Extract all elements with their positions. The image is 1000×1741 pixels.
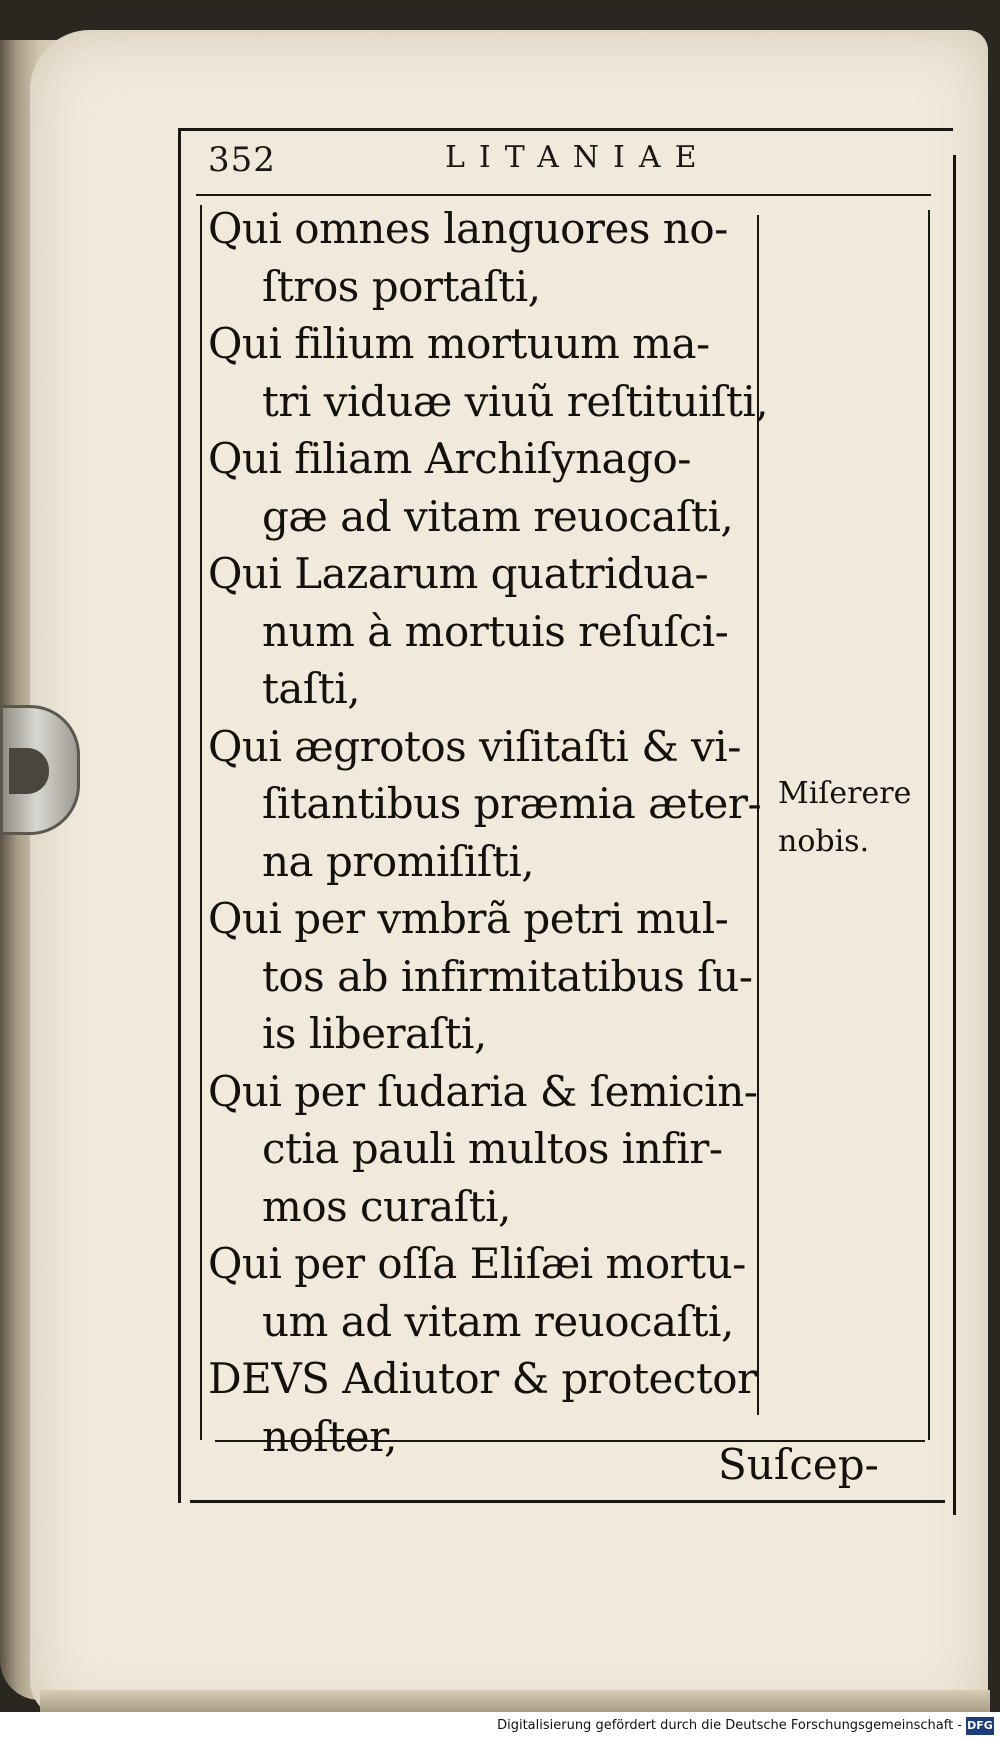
- litany-response: [778, 770, 911, 866]
- header-rule: [196, 194, 931, 196]
- litany-petitions: [200, 200, 769, 1465]
- petition-first-line: Qui filium mortuum ma-: [208, 319, 710, 368]
- petition-continuation-line: num à mortuis reſuſci-: [262, 606, 729, 656]
- petition-first-line: Qui Lazarum quatridua-: [208, 549, 709, 598]
- petition-continuation-line: tri viduæ viuũ reſtituiſti,: [262, 376, 769, 426]
- page-bottom-edge: [40, 1690, 990, 1712]
- petition-first-line: Qui filiam Archiſynago-: [208, 434, 691, 483]
- petition-continuation-line: is liberaſti,: [262, 1009, 487, 1058]
- page-number: 352: [208, 140, 276, 180]
- petition-continuation-line: ſitantibus præmia æter-: [262, 779, 762, 828]
- petition-first-line: Qui per ſudaria & ſemicin-: [208, 1066, 758, 1116]
- frame-right-rule: [953, 155, 956, 1515]
- funding-credit: Digitalisierung gefördert durch die Deutsche Forschungsgemeinschaft -: [497, 1718, 962, 1733]
- petition-continuation-line: na promiſiſti,: [262, 836, 535, 886]
- petition-continuation-line: taſti,: [262, 664, 361, 713]
- petition-continuation-line: gæ ad vitam reuocaſti,: [262, 491, 734, 541]
- petition-continuation-line: noſter,: [262, 1411, 397, 1461]
- running-head: LITANIAE: [445, 140, 711, 175]
- petition-first-line: Qui per vmbrã petri mul-: [208, 894, 729, 943]
- response-line-1: Miſerere: [778, 776, 912, 811]
- petition-continuation-line: ctia pauli multos infir-: [262, 1124, 723, 1173]
- dfg-logo: DFG: [966, 1717, 994, 1735]
- petition-first-line: Qui per oſſa Eliſæi mortu-: [208, 1239, 746, 1288]
- petition-continuation-line: tos ab infirmitatibus ſu-: [262, 951, 753, 1001]
- digitization-footer: [0, 1712, 1000, 1741]
- column-right-rule: [928, 210, 930, 1440]
- catchword: Suſcep-: [718, 1440, 879, 1489]
- frame-bottom-rule: [190, 1500, 945, 1503]
- petition-continuation-line: ſtros portaſti,: [262, 261, 541, 311]
- petition-continuation-line: mos curaſti,: [262, 1181, 511, 1231]
- petition-first-line: DEVS Adiutor & protector: [208, 1354, 757, 1403]
- petition-first-line: Qui ægrotos viſitaſti & vi-: [208, 721, 741, 771]
- book-clasp: [0, 705, 80, 835]
- petition-continuation-line: um ad vitam reuocaſti,: [262, 1296, 734, 1346]
- petition-first-line: Qui omnes languores no-: [208, 204, 728, 253]
- response-line-2: nobis.: [778, 824, 870, 859]
